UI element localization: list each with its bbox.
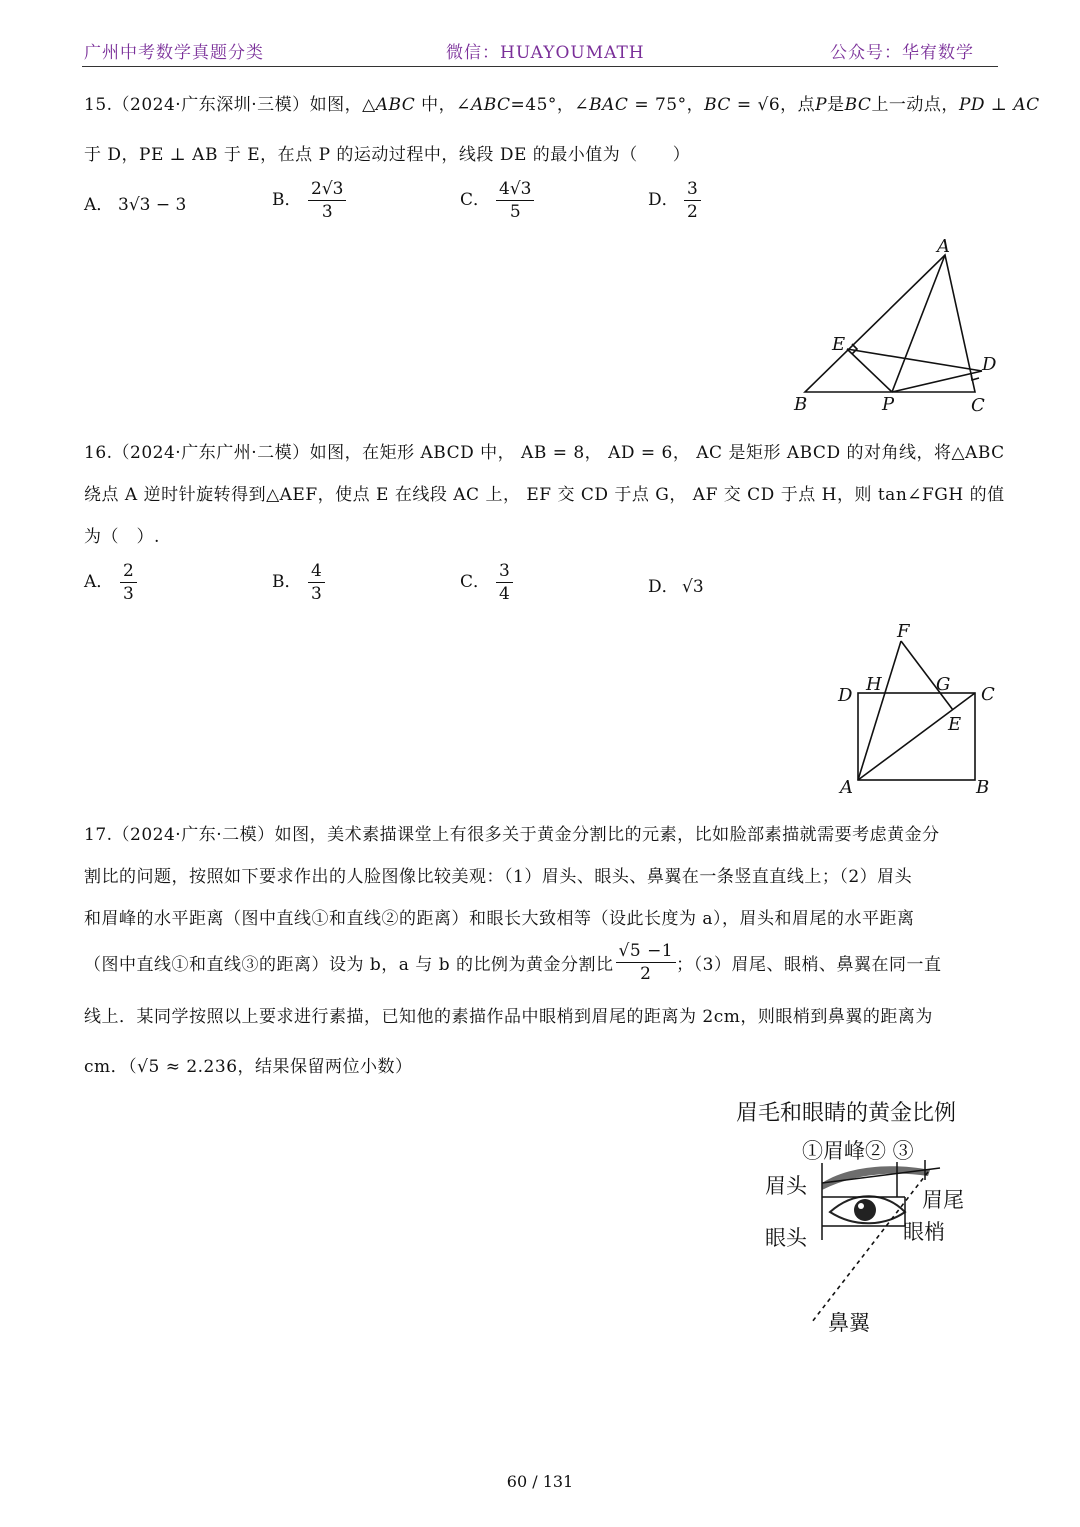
- q15-line2: 于 D，PE ⊥ AB 于 E，在点 P 的运动过程中，线段 DE 的最小值为（ ）: [84, 145, 691, 165]
- q16-option-a: A． $\frac{2}{3}$: [84, 560, 137, 605]
- q17-line3: 和眉峰的水平距离（图中直线①和直线②的距离）和眼长大致相等（设此长度为 a），眉头和眉尾的水平距离: [84, 909, 915, 929]
- q16-line3: 为（ ）.: [84, 527, 160, 547]
- q16-rectangle-figure: [830, 615, 1010, 800]
- q17-label-eye-head: 眼头: [765, 1226, 807, 1250]
- q16-label-h: H: [866, 674, 882, 695]
- q17-label-eye-tail: 眼梢: [903, 1220, 945, 1244]
- eye-highlight: [858, 1203, 864, 1209]
- q15-option-c: C． $\frac{4√3}{5}$: [460, 178, 534, 223]
- q15-label-c: C: [971, 395, 985, 416]
- q15-option-a: A． 3√3 − 3: [84, 195, 187, 215]
- q16-option-b: B． $\frac{4}{3}$: [272, 560, 325, 605]
- q15-label-d: D: [982, 354, 997, 375]
- q17-label-brow-tail: 眉尾: [922, 1188, 964, 1212]
- q16-line2: 绕点 A 逆时针旋转得到△AEF，使点 E 在线段 AC 上， EF 交 CD 于点 G， AF 交 CD 于点 H，则 tan∠FGH 的值: [84, 485, 1005, 505]
- q15-label-a: A: [937, 236, 950, 257]
- page-number: 60 / 131: [506, 1472, 574, 1491]
- brow-tail-to-nose-dashed-line: [812, 1172, 928, 1322]
- q15-label-b: B: [794, 394, 808, 415]
- q17-label-brow-head: 眉头: [765, 1174, 807, 1198]
- q16-label-e: E: [948, 714, 962, 735]
- q16-label-a: A: [840, 777, 853, 798]
- q16-label-d: D: [838, 685, 853, 706]
- eye-iris: [854, 1199, 876, 1221]
- q16-label-b: B: [976, 777, 990, 798]
- q17-line5: 线上．某同学按照以上要求进行素描，已知他的素描作品中眼梢到眉尾的距离为 2cm，则眼梢到鼻翼的距离为: [84, 1007, 933, 1027]
- q16-label-c: C: [981, 684, 995, 705]
- q17-line1: 17.（2024·广东·二模）如图，美术素描课堂上有很多关于黄金分割比的元素，比如脸部素描就需要考虑黄金分: [84, 825, 940, 845]
- q15-triangle-figure: [780, 232, 1010, 417]
- q15-option-d: D． $\frac{3}{2}$: [648, 178, 701, 223]
- q15-label-p: P: [882, 394, 895, 415]
- q16-label-f: F: [897, 621, 910, 642]
- q17-line2: 割比的问题，按照如下要求作出的人脸图像比较美观：（1）眉头、眼头、鼻翼在一条竖直直线上；（2）眉头: [84, 867, 913, 887]
- header-left: 广州中考数学真题分类: [84, 43, 264, 63]
- eyebrow-shape: [822, 1166, 930, 1190]
- q16-option-c: C． $\frac{3}{4}$: [460, 560, 513, 605]
- q17-line4: （图中直线①和直线③的距离）设为 b，a 与 b 的比例为黄金分割比 $\frac{√5 -1}{2}$ ；（3）眉尾、眼梢、鼻翼在同一直: [84, 941, 942, 984]
- q16-option-d: D． √3: [648, 577, 704, 597]
- q17-figure-top-label: ①眉峰② ③: [802, 1139, 914, 1163]
- q17-label-nose-wing: 鼻翼: [828, 1311, 870, 1335]
- q15-line1: 15.（2024·广东深圳·三模）如图，△ABC 中，∠ABC=45°，∠BAC = 75°，BC = √6，点P是BC上一动点，PD ⊥ AC: [84, 95, 1040, 115]
- q15-option-b: B． $\frac{2√3}{3}$: [272, 178, 346, 223]
- q15-label-e: E: [832, 334, 846, 355]
- q16-line1: 16.（2024·广东广州·二模）如图，在矩形 ABCD 中， AB = 8， AD = 6， AC 是矩形 ABCD 的对角线，将△ABC: [84, 443, 1005, 463]
- q17-figure-title: 眉毛和眼睛的黄金比例: [736, 1101, 957, 1126]
- header-right: 公众号：华宥数学: [830, 43, 974, 63]
- q16-label-g: G: [936, 674, 951, 695]
- header-divider: [82, 66, 998, 67]
- q17-eye-figure: [730, 1090, 1010, 1350]
- header-center: 微信：HUAYOUMATH: [446, 43, 645, 63]
- q17-line6: cm．（√5 ≈ 2.236，结果保留两位小数）: [84, 1057, 413, 1077]
